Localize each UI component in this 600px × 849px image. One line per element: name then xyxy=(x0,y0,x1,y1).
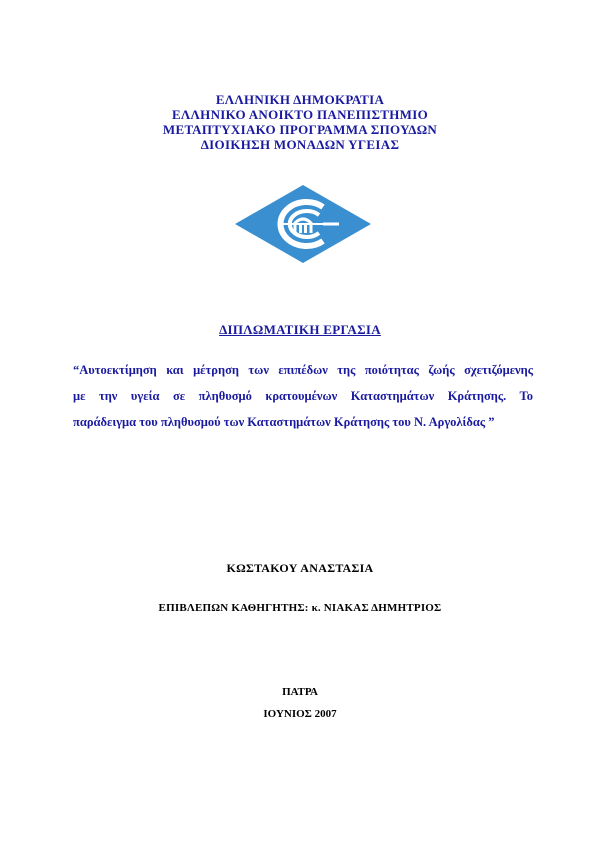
thesis-title: ΔΙΠΛΩΜΑΤΙΚΗ ΕΡΓΑΣΙΑ xyxy=(219,322,381,337)
header-line-2: ΕΛΛΗΝΙΚΟ ΑΝΟΙΚΤΟ ΠΑΝΕΠΙΣΤΗΜΙΟ xyxy=(171,107,429,122)
header-line-1: ΕΛΛΗΝΙΚΗ ΔΗΜΟΚΡΑΤΙΑ xyxy=(215,92,385,107)
institution-header xyxy=(0,92,600,152)
author-name: ΚΩΣΤΑΚΟΥ ΑΝΑΣΤΑΣΙΑ xyxy=(226,561,374,575)
date: ΙΟΥΝΙΟΣ 2007 xyxy=(263,708,337,720)
subject-line-1: “Αυτοεκτίμηση και μέτρηση των επιπέδων της ποιότητας ζωής σχετιζόμενης xyxy=(73,363,533,377)
university-logo-icon xyxy=(235,185,371,263)
thesis-subject xyxy=(73,357,533,435)
supervisor: ΕΠΙΒΛΕΠΩΝ ΚΑΘΗΓΗΤΗΣ: κ. ΝΙΑΚΑΣ ΔΗΜΗΤΡΙΟΣ xyxy=(158,602,442,614)
header-line-4: ΔΙΟΙΚΗΣΗ ΜΟΝΑΔΩΝ ΥΓΕΙΑΣ xyxy=(200,137,400,152)
subject-line-3: παράδειγμα του πληθυσμού των Καταστημάτων Κράτησης του Ν. Αργολίδας ” xyxy=(73,415,495,429)
subject-line-2: με την υγεία σε πληθυσμό κρατουμένων Καταστημάτων Κράτησης. Το xyxy=(73,389,533,403)
header-line-3: ΜΕΤΑΠΤΥΧΙΑΚΟ ΠΡΟΓΡΑΜΜΑ ΣΠΟΥΔΩΝ xyxy=(162,122,438,137)
city: ΠΑΤΡΑ xyxy=(282,686,318,698)
